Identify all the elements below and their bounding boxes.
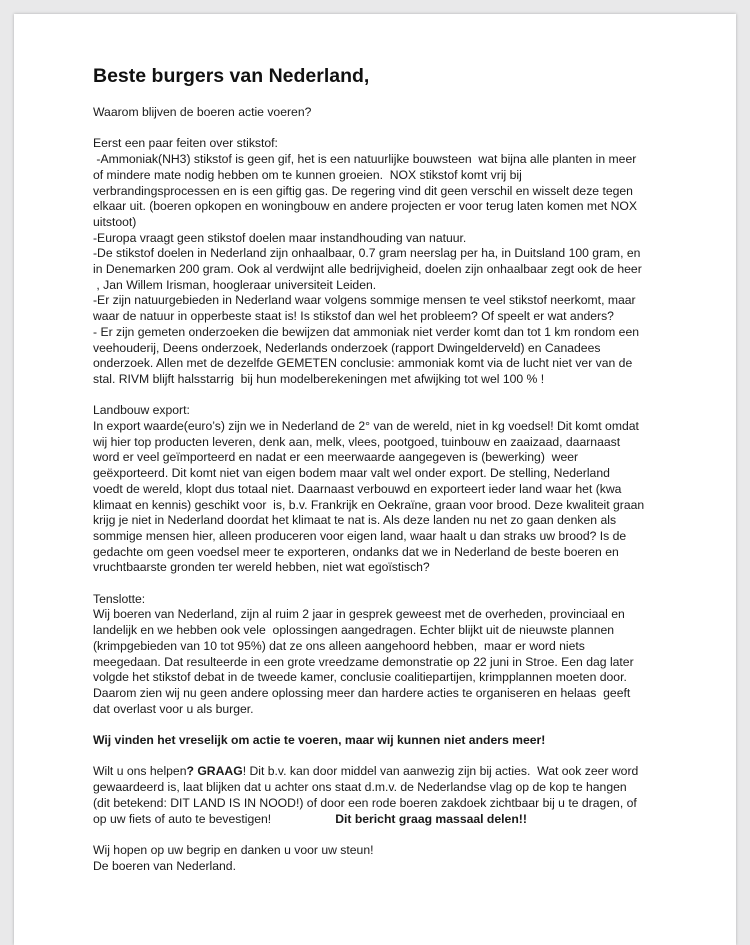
- export-heading: Landbouw export:: [93, 403, 190, 418]
- closing-line: Wij hopen op uw begrip en danken u voor uw steun!: [93, 842, 374, 857]
- text-line: in Denemarken 200 gram. Ook al verdwijnt alle bedrijvigheid, doelen zijn onhaalbaar zegt ook de heer: [93, 262, 642, 277]
- text-line: Wij boeren van Nederland, zijn al ruim 2 jaar in gesprek geweest met de overheden, provinciaal en: [93, 607, 625, 622]
- text-line: elkaar uit. (boeren opkopen en woningbouw en andere projecten er voor terug laten komen met NOX: [93, 199, 638, 214]
- text-line: onderzoek. Allen met de dezelfde GEMETEN conclusie: ammoniak komt via de lucht niet ver van de: [93, 356, 633, 371]
- text-line: geëxporteerd. Dit komt niet van eigen bodem maar valt wel onder export. De stelling, Nederland: [93, 466, 610, 481]
- text-line: sommige mensen hier, alleen produceren voor eigen land, waar haalt u dan straks uw brood? Is de: [93, 528, 627, 543]
- help-last-start: op uw fiets of auto te bevestigen!: [93, 811, 272, 826]
- text-line: (krimpgebieden van 10 tot 95%) dat ze ons alleen aangehoord hebben, maar er word niets: [93, 638, 585, 653]
- text-line: - Er zijn gemeten onderzoeken die bewijzen dat ammoniak niet verder komt dan tot 1 km rondom een: [93, 324, 640, 339]
- help-text-graag: ? GRAAG: [186, 764, 243, 779]
- text-line: , Jan Willem Irisman, hoogleraar universiteit Leiden.: [93, 277, 377, 292]
- text-line: verbrandingsprocessen en is een giftig gas. De regering vind dit geen verschil en wisselt deze tegen: [93, 183, 633, 198]
- letter-body: [93, 64, 683, 874]
- text-line: krijg je niet in Nederland doordat het klimaat te nat is. Als deze landen nu net zo gaan denken als: [93, 513, 617, 528]
- finally-paragraph: [93, 607, 683, 717]
- text-line: -Ammoniak(NH3) stikstof is geen gif, het is een natuurlijke bouwsteen wat bijna alle planten in meer: [93, 152, 637, 167]
- text-line: gewaardeerd is, laat blijken dat u achter ons staat d.m.v. de Nederlandse vlag op de kop te hangen: [93, 780, 627, 795]
- text-line: voedt de wereld, klopt dus totaal niet. Daarnaast verbouwd en exporteert ieder land waar het (kwa: [93, 481, 622, 496]
- help-last-line: [93, 812, 683, 828]
- text-line: word er veel geïmporteerd en nadat er een meerwaarde aangegeven is (bewerking) weer: [93, 450, 579, 465]
- text-line: -Europa vraagt geen stikstof doelen maar instandhouding van natuur.: [93, 230, 467, 245]
- facts-paragraph: [93, 152, 683, 388]
- text-line: -De stikstof doelen in Nederland zijn onhaalbaar, 0.7 gram neerslag per ha, in Duitsland 100 gram, en: [93, 246, 641, 261]
- text-line: -Er zijn natuurgebieden in Nederland waar volgens sommige mensen te veel stikstof neerkomt, maar: [93, 293, 636, 308]
- text-line: klimaat en kennis) geschikt voor is, b.v. Frankrijk en Oekraïne, graan voor brood. Deze kwaliteit graan: [93, 497, 645, 512]
- facts-heading: Eerst een paar feiten over stikstof:: [93, 136, 278, 151]
- bold-statement: Wij vinden het vreselijk om actie te voeren, maar wij kunnen niet anders meer!: [93, 733, 546, 748]
- text-line: volgde het stikstof debat in de tweede kamer, conclusie coalitiepartijen, krimpplannen moeten door.: [93, 670, 627, 685]
- text-line: In export waarde(euro’s) zijn we in Nederland de 2° van de wereld, niet in kg voedsel! Dit komt omdat: [93, 419, 639, 434]
- signature-line: De boeren van Nederland.: [93, 858, 236, 873]
- letter-title: Beste burgers van Nederland,: [93, 65, 370, 87]
- text-line: of mindere mate nodig hebben om te kunnen groeien. NOX stikstof komt vrij bij: [93, 167, 522, 182]
- help-text-end: ! Dit b.v. kan door middel van aanwezig zijn bij acties. Wat ook zeer word: [242, 764, 639, 779]
- text-line: vruchtbaarste gronden ter wereld hebben, niet wat egoïstisch?: [93, 560, 430, 575]
- text-line: dat overlast voor u als burger.: [93, 701, 254, 716]
- text-line: waar de natuur in opperbeste staat is! Is stikstof dan wel het probleem? Of speelt er wat anders?: [93, 309, 614, 324]
- finally-heading: Tenslotte:: [93, 591, 146, 606]
- text-line: meegedaan. Dat resulteerde in een grote vreedzame demonstratie op 22 juni in Stroe. Een dag later: [93, 654, 634, 669]
- text-line: uitstoot): [93, 214, 137, 229]
- text-line: stal. RIVM blijft halsstarrig bij hun modelberekeningen met afwijking tot wel 100 % !: [93, 371, 545, 386]
- export-paragraph: [93, 419, 683, 576]
- text-line: gedachte om geen voedsel meer te exporteren, ondanks dat we in Nederland de beste boeren en: [93, 544, 619, 559]
- share-request: Dit bericht graag massaal delen!!: [335, 811, 527, 826]
- help-first-line: [93, 764, 683, 780]
- text-line: landelijk en we hebben ook vele oplossingen aangedragen. Echter blijkt uit de nieuwste plannen: [93, 623, 615, 638]
- document-page: [14, 14, 736, 945]
- text-line: wij hier top producten leveren, denk aan, melk, vlees, pootgoed, tuinbouw en zaaizaad, daarnaast: [93, 434, 621, 449]
- text-line: Daarom zien wij nu geen andere oplossing meer dan hardere acties te organiseren en helaas geeft: [93, 685, 631, 700]
- help-text-start: Wilt u ons helpen: [93, 764, 187, 779]
- help-paragraph: [93, 764, 683, 827]
- question-line: Waarom blijven de boeren actie voeren?: [93, 105, 312, 119]
- text-line: veehouderij, Deens onderzoek, Nederlands onderzoek (rapport Dwingelderveld) en Canadees: [93, 340, 601, 355]
- text-line: (dit betekend: DIT LAND IS IN NOOD!) of door een rode boeren zakdoek zichtbaar bij u te dragen, of: [93, 795, 637, 810]
